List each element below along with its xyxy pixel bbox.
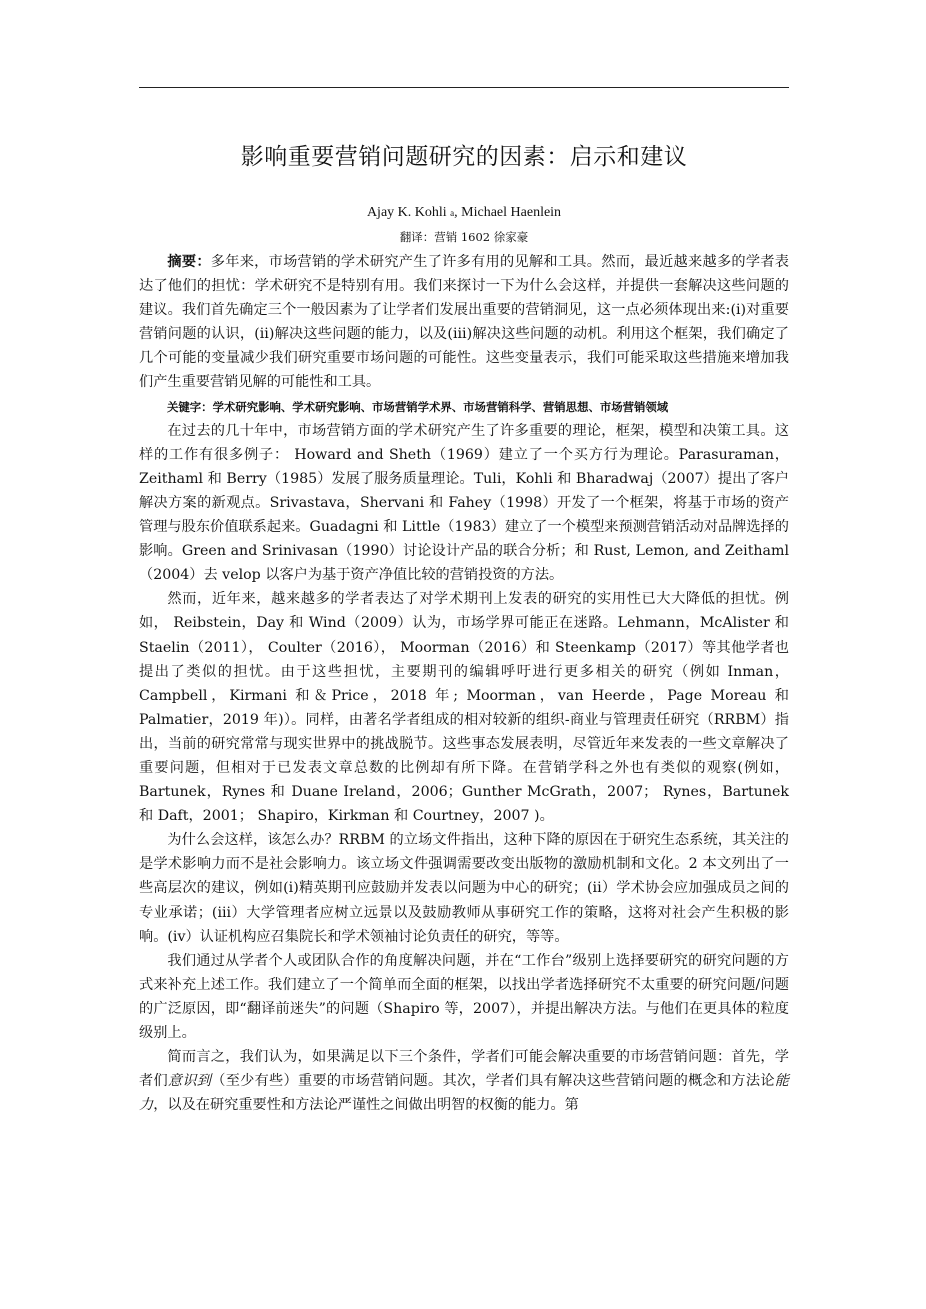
author-1: Ajay K. Kohli: [366, 205, 447, 220]
body-paragraph-5: [139, 1045, 789, 1117]
author-line: [139, 205, 789, 221]
abstract-text: 多年来，市场营销的学术研究产生了许多有用的见解和工具。然而，最近越来越多的学者表达了他们的担忧：学术研究不是特别有用。我们来探讨一下为什么会这样，并提供一套解决这些问题的建议。我们首先确定三个一般因素为了让学者们发展出重要的营销洞见，这一点必须体现出来:(i)对重要营销问题的认识，(ii)解决这些问题的能力，以及(iii)解决这些问题的动机。利用这个框架，我们确定了几个可能的变量减少我们研究重要市场问题的可能性。这些变量表示，我们可能采取这些措施来增加我们产生重要营销见解的可能性和工具。: [139, 254, 789, 391]
p5-text-b: （至少有些）重要的市场营销问题。其次，学者们具有解决这些营销问题的概念和方法论: [211, 1073, 775, 1090]
body-paragraph-4: 我们通过从学者个人或团队合作的角度解决问题，并在“工作台”级别上选择要研究的研究问题的方式来补充上述工作。我们建立了一个简单而全面的框架，以找出学者选择研究不太重要的研究问题/问题的广泛原因，即“翻译前迷失”的问题（Shapiro 等，2007），并提出解决方法。与他们在更具体的粒度级别上。: [139, 952, 789, 1041]
header-rule: [139, 87, 789, 88]
p5-text-a: 简而言之，我们认为，如果满足以下三个条件，学者们可能会解决重要的市场营销问题：首先，学者们: [139, 1049, 789, 1090]
body-paragraph-3: 为什么会这样，该怎么办？RRBM 的立场文件指出，这种下降的原因在于研究生态系统，其关注的是学术影响力而不是社会影响力。该立场文件强调需要改变出版物的激励机制和文化。2 本文列出了一些高层次的建议，例如(i)精英期刊应鼓励并发表以问题为中心的研究；(ii）学术协会应加强成员之间的专业承诺；(iii）大学管理者应树立远景以及鼓励教师从事研究工作的策略，这将对社会产生积极的影响。(iv）认证机构应召集院长和学术领袖讨论负责任的研究，等等。: [139, 832, 789, 945]
abstract-label: 摘要：: [167, 254, 211, 270]
author-1-affiliation: a: [450, 208, 455, 218]
translator-line: 翻译：营销 1602 徐家豪: [399, 230, 529, 244]
author-2: Michael Haenlein: [461, 205, 562, 220]
body-text: [139, 250, 789, 1117]
paper-title: 影响重要营销问题研究的因素：启示和建议: [240, 144, 688, 170]
p5-text-c: ，以及在研究重要性和方法论严谨性之间做出明智的权衡的能力。第: [153, 1097, 579, 1114]
p5-emphasis-ability: 能力: [139, 1073, 789, 1114]
body-paragraph-2: 然而，近年来，越来越多的学者表达了对学术期刊上发表的研究的实用性已大大降低的担忧。例如， Reibstein，Day 和 Wind（2009）认为，市场学界可能正在迷路。Lehmann，McAlister 和 Staelin（2011）， Coulter（2016）， Moorman（2016）和 Steenkamp（2017）等其他学者也提出了类似的担忧。由于这些担忧，主要期刊的编辑呼吁进行更多相关的研究（例如 Inman，Campbell，Kirmani 和＆Price，2018 年; Moorman，van Heerde，Page Moreau 和 Palmatier，2019 年)）。同样，由著名学者组成的相对较新的组织-商业与管理责任研究（RRBM）指出，当前的研究常常与现实世界中的挑战脱节。这些事态发展表明，尽管近年来发表的一些文章解决了重要问题，但相对于已发表文章总数的比例却有所下降。在营销学科之外也有类似的观察(例如，Bartunek，Rynes 和 Duane Ireland，2006；Gunther McGrath，2007； Rynes，Bartunek 和 Daft，2001； Shapiro，Kirkman 和 Courtney，2007 )。: [139, 591, 789, 825]
keywords-line: 关键字：学术研究影响、学术研究影响、市场营销学术界、市场营销科学、营销思想、市场营销领域: [167, 399, 669, 414]
abstract-paragraph: [139, 250, 789, 395]
author-separator: ,: [454, 205, 458, 220]
p5-emphasis-awareness: 意识到: [167, 1073, 212, 1090]
body-paragraph-1: 在过去的几十年中，市场营销方面的学术研究产生了许多重要的理论，框架，模型和决策工具。这样的工作有很多例子： Howard and Sheth（1969）建立了一个买方行为理论。Parasuraman，Zeithaml 和 Berry（1985）发展了服务质量理论。Tuli，Kohli 和 Bharadwaj（2007）提出了客户解决方案的新观点。Srivastava，Shervani 和 Fahey（1998）开发了一个框架，将基于市场的资产管理与股东价值联系起来。Guadagni 和 Little（1983）建立了一个模型来预测营销活动对品牌选择的影响。Green and Srinivasan（1990）讨论设计产品的联合分析；和 Rust, Lemon, and Zeithaml（2004）去 velop 以客户为基于资产净值比较的营销投资的方法。: [139, 422, 789, 584]
